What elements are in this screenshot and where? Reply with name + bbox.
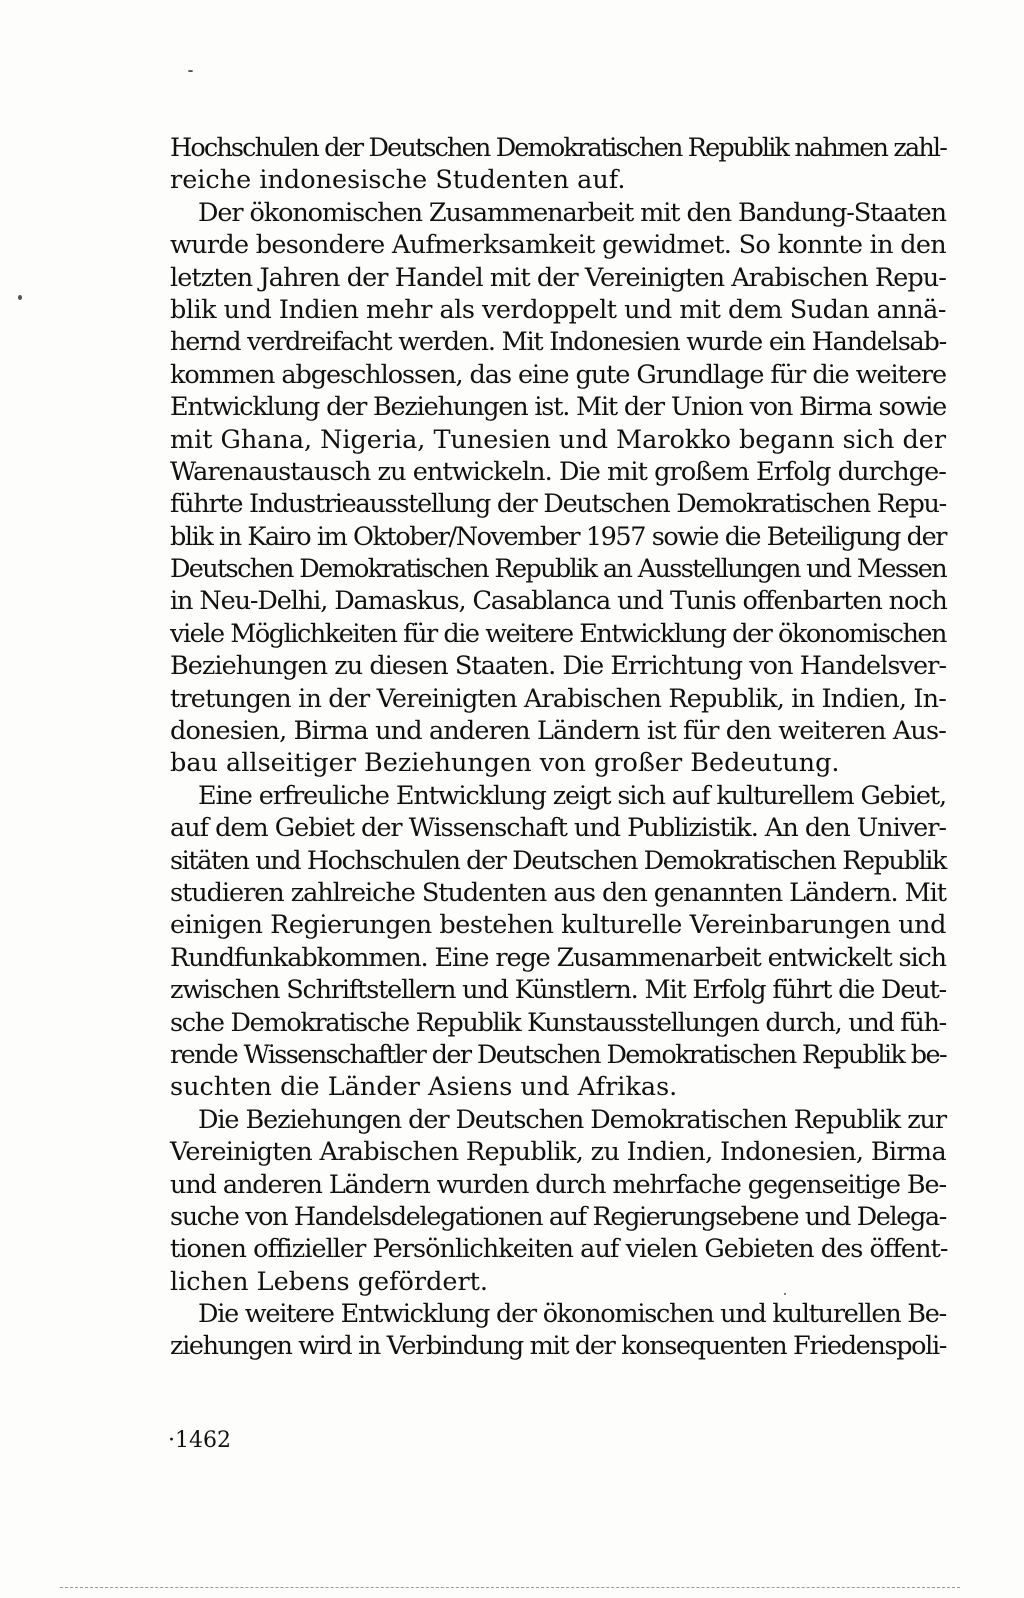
text-line: Entwicklung der Beziehungen ist. Mit der Union von Birma sowie [170, 392, 946, 423]
text-line: Der ökonomischen Zusammenarbeit mit den Bandung-Staaten [198, 197, 946, 228]
text-line: tionen offizieller Persönlichkeiten auf vielen Gebieten des öffent- [170, 1234, 948, 1265]
text-line: reiche indonesische Studenten auf. [170, 165, 626, 196]
text-line: viele Möglichkeiten für die weitere Entwicklung der ökonomischen [170, 618, 946, 649]
body-text [170, 132, 946, 1363]
text-line: Hochschulen der Deutschen Demokratischen Republik nahmen zahl- [170, 133, 946, 163]
text-line: tretungen in der Vereinigten Arabischen Republik, in Indien, In- [170, 683, 946, 714]
text-line: suchten die Länder Asiens und Afrikas. [170, 1072, 678, 1103]
text-line: letzten Jahren der Handel mit der Vereinigten Arabischen Repu- [170, 262, 946, 293]
scan-speck [18, 295, 22, 300]
text-line: ziehungen wird in Verbindung mit der konsequenten Friedenspoli- [170, 1331, 946, 1362]
text-line: auf dem Gebiet der Wissenschaft und Publizistik. An den Univer- [170, 813, 946, 844]
text-line: zwischen Schriftstellern und Künstlern. Mit Erfolg führt die Deut- [170, 975, 946, 1006]
text-line: wurde besondere Aufmerksamkeit gewidmet. So konnte in den [170, 230, 946, 261]
text-line: Eine erfreuliche Entwicklung zeigt sich auf kulturellem Gebiet, [198, 780, 946, 811]
text-line: lichen Lebens gefördert. [170, 1266, 489, 1297]
text-line: und anderen Ländern wurden durch mehrfache gegenseitige Be- [170, 1169, 946, 1200]
text-line: sitäten und Hochschulen der Deutschen Demokratischen Republik [170, 845, 946, 876]
text-line: studieren zahlreiche Studenten aus den genannten Ländern. Mit [170, 877, 946, 908]
text-line: Vereinigten Arabischen Republik, zu Indien, Indonesien, Birma [170, 1137, 947, 1168]
text-line: suche von Handelsdelegationen auf Regierungsebene und Delega- [170, 1201, 946, 1232]
text-line: Die Beziehungen der Deutschen Demokratischen Republik zur [198, 1104, 946, 1135]
text-line: Deutschen Demokratischen Republik an Ausstellungen und Messen [170, 554, 946, 585]
text-line: kommen abgeschlossen, das eine gute Grundlage für die weitere [170, 359, 947, 390]
text-line: Rundfunkabkommen. Eine rege Zusammenarbeit entwickelt sich [170, 942, 946, 973]
text-line: sche Demokratische Republik Kunstausstellungen durch, und füh- [170, 1007, 946, 1038]
text-line: blik und Indien mehr als verdoppelt und mit dem Sudan annä- [170, 294, 946, 325]
text-line: rende Wissenschaftler der Deutschen Demokratischen Republik be- [170, 1039, 947, 1070]
text-line: Warenaustausch zu entwickeln. Die mit großem Erfolg durchge- [170, 456, 946, 487]
text-line: Beziehungen zu diesen Staaten. Die Errichtung von Handelsver- [170, 651, 946, 682]
text-line: hernd verdreifacht werden. Mit Indonesien wurde ein Handelsab- [170, 327, 946, 358]
scan-speck [188, 70, 193, 72]
text-line: in Neu-Delhi, Damaskus, Casablanca und Tunis offenbarten noch [170, 586, 947, 617]
text-line: bau allseitiger Beziehungen von großer Bedeutung. [170, 748, 840, 779]
text-line: einigen Regierungen bestehen kulturelle Vereinbarungen und [170, 910, 946, 941]
text-line: mit Ghana, Nigeria, Tunesien und Marokko begann sich der [170, 424, 946, 455]
text-line: blik in Kairo im Oktober/November 1957 sowie die Beteiligung der [170, 521, 946, 552]
bottom-edge-line [60, 1587, 960, 1588]
page-number: ·1462 [168, 1428, 231, 1453]
text-line: donesien, Birma und anderen Ländern ist für den weiteren Aus- [170, 716, 946, 747]
text-line: Die weitere Entwicklung der ökonomischen und kulturellen Be- [198, 1299, 946, 1330]
text-line: führte Industrieausstellung der Deutschen Demokratischen Repu- [170, 489, 946, 520]
